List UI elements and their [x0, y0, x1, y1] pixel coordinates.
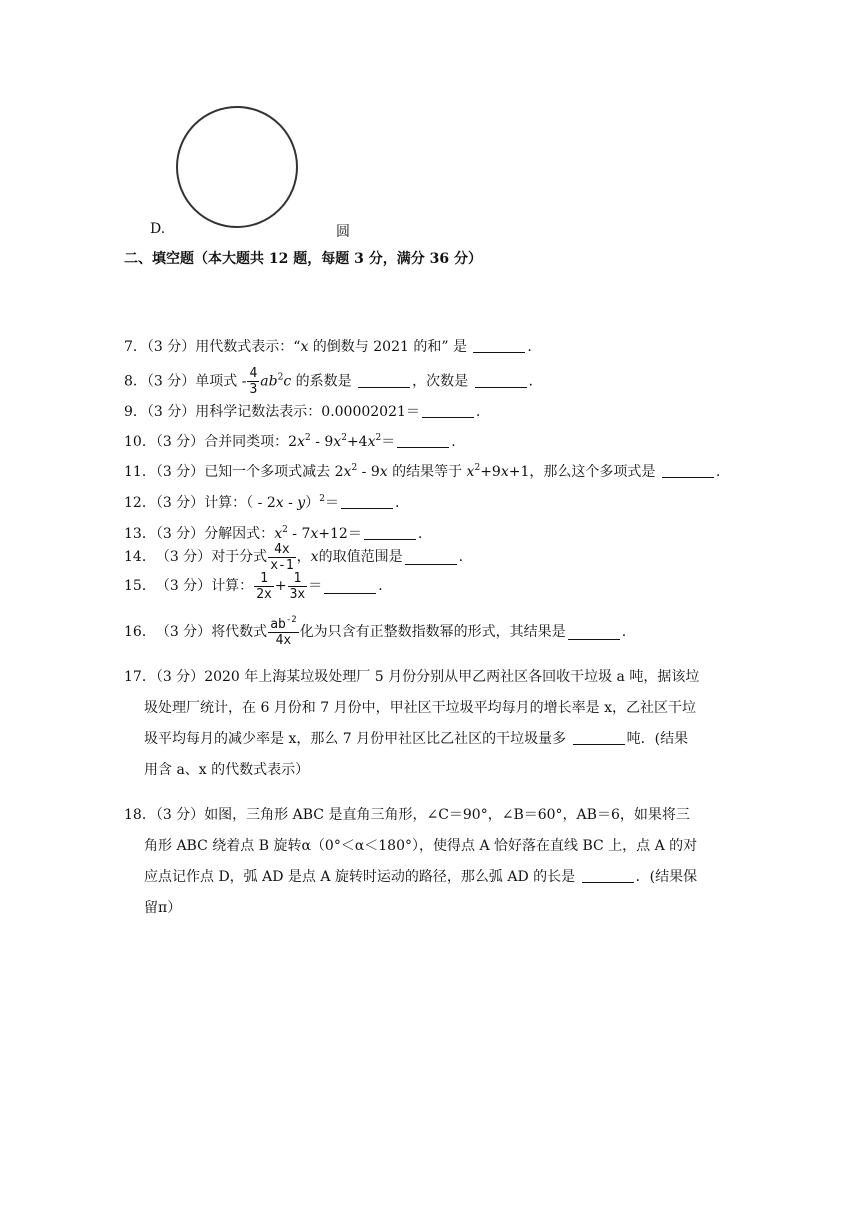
answer-blank[interactable]: [422, 403, 474, 418]
question-13: 13．（3 分）分解因式：$x^2 - 7x+12=$ .: [124, 525, 423, 542]
question-17: 17．（3 分）2020 年上海某垃圾处理厂 5 月份分别从甲乙两社区各回收干垃圾 a 吨，据该垃 圾处理厂统计，在 6 月份和 7 月份中，甲社区干垃圾平均每月的增长率是 x，乙社区干垃 圾平均每月的减少率是 x，那么 7 月份甲社区比乙社区的干垃圾量多 吨．(结果 用含 a、x 的代数式表示）: [124, 669, 700, 778]
fraction: $\frac{1}{2x}$: [256, 570, 272, 602]
fraction: $\frac{4}{3}$: [249, 366, 258, 397]
question-15: 15． （3 分） 计算： $\frac{1}{2x}$ + $\frac{1}{3x}$ ＝ .: [124, 570, 383, 602]
fraction: $\frac{4x}{x-1}$: [270, 541, 294, 573]
answer-blank[interactable]: [341, 494, 393, 509]
answer-blank[interactable]: [358, 373, 410, 388]
section-title: 二、填空题（本大题共 12 题，每题 3 分，满分 36 分）: [124, 251, 482, 267]
question-18: 18．（3 分）如图，三角形 ABC 是直角三角形，∠C＝90°，∠B＝60°，AB＝6，如果将三 角形 ABC 绕着点 B 旋转α（0°＜α＜180°），使得点 A 恰好落在直线 BC 上，点 A 的对 应点记作点 D，弧 AD 是点 A 旋转时运动的路径，那么弧 AD 的长是 ．(结果保 留π）: [124, 807, 698, 916]
answer-blank[interactable]: [582, 868, 634, 883]
answer-blank[interactable]: [397, 433, 449, 448]
circle-figure: [176, 106, 298, 228]
answer-blank[interactable]: [662, 463, 714, 478]
answer-blank[interactable]: [573, 730, 625, 745]
question-16: 16． （3 分） 将代数式 $\frac{ab^{-2}}{4x}$ 化为只含有正整数指数幂的形式，其结果是 .: [124, 614, 627, 648]
option-d-shape-label: 圆: [336, 224, 350, 240]
answer-blank[interactable]: [473, 338, 525, 353]
question-10: 10．（3 分）合并同类项：$2x^2 - 9x^2+4x^2=$ .: [124, 433, 456, 450]
question-11: 11．（3 分）已知一个多项式减去 $2x^2 - 9x$ 的结果等于 $x^2+9x+1$，那么这个多项式是 .: [124, 463, 721, 480]
question-12: 12．（3 分）计算：（ - 2x - y）$^2$＝ .: [124, 494, 400, 511]
answer-blank[interactable]: [405, 550, 457, 565]
option-d-label: D.: [150, 221, 166, 237]
option-d: [150, 221, 350, 240]
answer-blank[interactable]: [475, 373, 527, 388]
answer-blank[interactable]: [324, 579, 376, 594]
question-14: 14． （3 分） 对于分式 $\frac{4x}{x-1}$ ， x 的取值范围是 .: [124, 541, 464, 573]
answer-blank[interactable]: [568, 625, 620, 640]
question-7: 7．（3 分）用代数式表示：“x 的倒数与 2021 的和” 是 .: [124, 339, 532, 355]
fraction: $\frac{ab^{-2}}{4x}$: [270, 614, 297, 648]
fraction: $\frac{1}{3x}$: [289, 570, 306, 602]
question-8: 8．（3 分）单项式 - $\frac{4}{3}$ $ab^2c$ 的系数是 ，次数是 .: [124, 366, 533, 397]
question-9: 9．（3 分）用科学记数法表示：0.00002021＝ .: [124, 404, 481, 420]
